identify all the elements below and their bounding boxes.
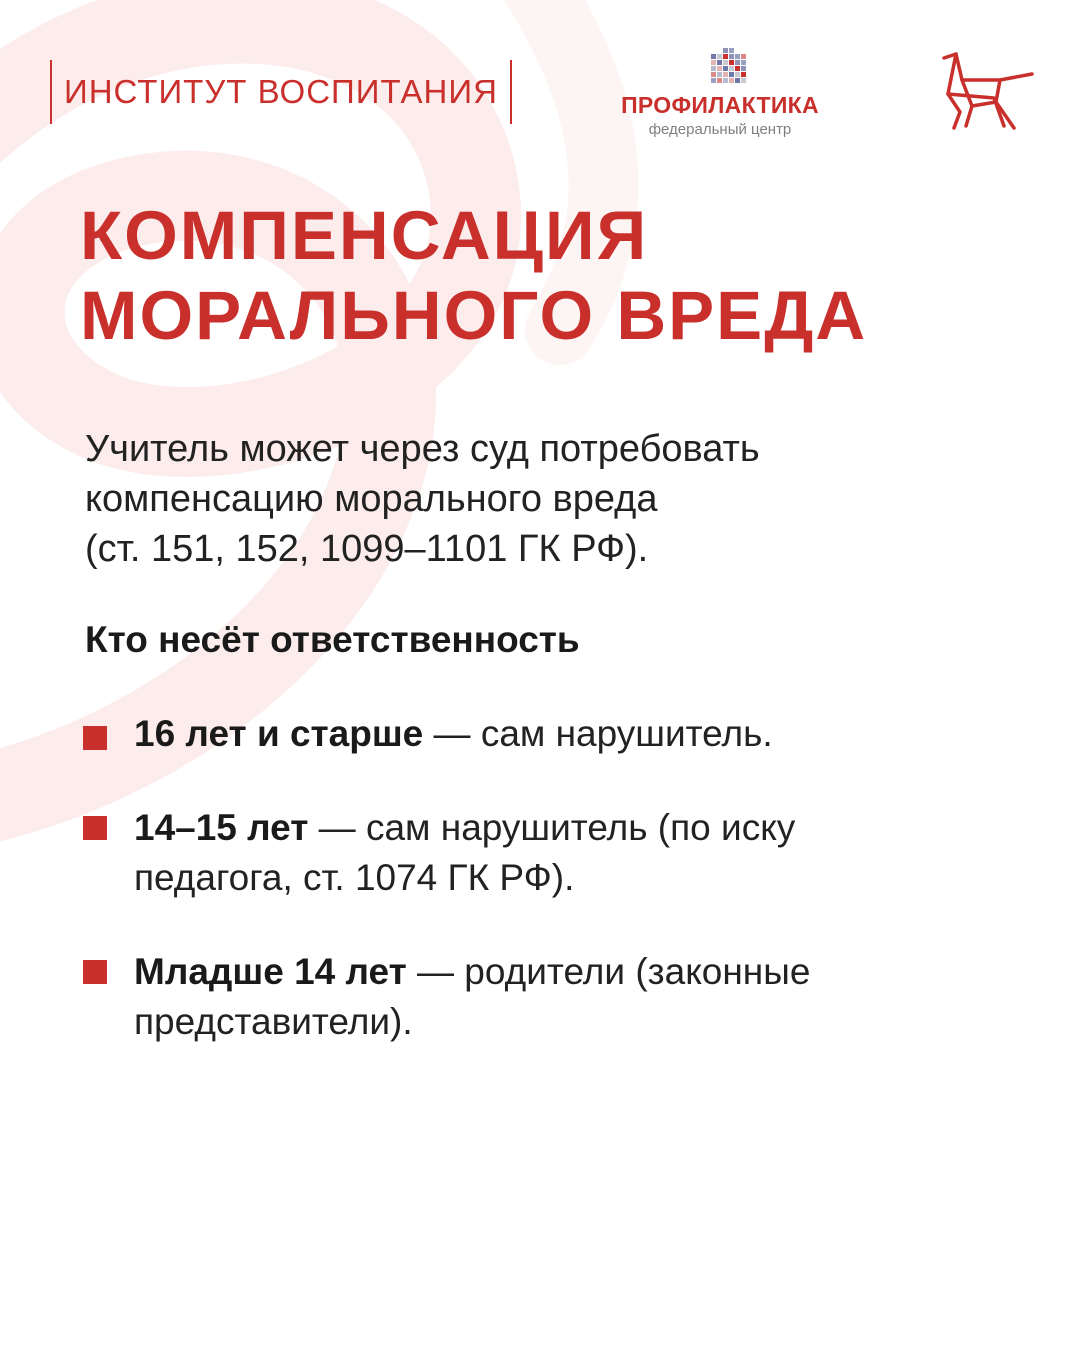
square-bullet-icon	[83, 960, 107, 984]
square-bullet-icon	[83, 726, 107, 750]
square-bullet-icon	[83, 816, 107, 840]
mosaic-cell	[723, 78, 728, 83]
mosaic-cell	[735, 72, 740, 77]
mosaic-cell	[711, 54, 716, 59]
horse-icon	[938, 50, 1034, 132]
intro-paragraph	[85, 424, 1015, 574]
list-item-text	[134, 803, 1014, 903]
list-item-detail: — сам нарушитель (по иску	[308, 807, 796, 848]
mosaic-cell	[735, 60, 740, 65]
pixel-mosaic-icon	[711, 46, 747, 84]
list-item-detail-cont: представители).	[134, 1001, 413, 1042]
mosaic-cell	[741, 72, 746, 77]
brand-name: ПРОФИЛАКТИКА	[621, 92, 819, 118]
mosaic-cell	[735, 66, 740, 71]
intro-line-1: Учитель может через суд потребовать	[85, 428, 760, 470]
mosaic-cell	[723, 72, 728, 77]
mosaic-cell	[741, 78, 746, 83]
mosaic-cell	[723, 48, 728, 53]
mosaic-cell	[717, 60, 722, 65]
brand-logo	[600, 46, 840, 146]
mosaic-cell	[735, 78, 740, 83]
mosaic-cell	[729, 78, 734, 83]
list-item-age: 14–15 лет	[134, 807, 309, 848]
mosaic-cell	[741, 54, 746, 59]
right-divider	[510, 60, 512, 124]
mosaic-cell	[711, 78, 716, 83]
brand-subtitle: федеральный центр	[648, 121, 792, 138]
list-item-detail: — сам нарушитель.	[423, 713, 773, 754]
mosaic-cell	[717, 66, 722, 71]
list-item-text	[134, 947, 1014, 1047]
mosaic-cell	[729, 54, 734, 59]
mosaic-cell	[735, 54, 740, 59]
mosaic-cell	[717, 78, 722, 83]
mosaic-cell	[711, 66, 716, 71]
page-title	[80, 196, 867, 356]
list-item-age: 16 лет и старше	[134, 713, 424, 754]
intro-line-3: (ст. 151, 152, 1099–1101 ГК РФ).	[85, 528, 649, 570]
title-line-1: КОМПЕНСАЦИЯ	[80, 197, 649, 274]
mosaic-cell	[711, 60, 716, 65]
mosaic-cell	[729, 72, 734, 77]
list-item-text	[134, 709, 1014, 759]
mosaic-cell	[723, 54, 728, 59]
institute-label: ИНСТИТУТ ВОСПИТАНИЯ	[64, 73, 498, 110]
mosaic-cell	[711, 72, 716, 77]
title-line-2: МОРАЛЬНОГО ВРЕДА	[80, 277, 868, 354]
mosaic-cell	[729, 60, 734, 65]
mosaic-cell	[729, 48, 734, 53]
list-item-detail-cont: педагога, ст. 1074 ГК РФ).	[134, 857, 575, 898]
list-item-age: Младше 14 лет	[134, 951, 407, 992]
mosaic-cell	[741, 66, 746, 71]
mosaic-cell	[717, 72, 722, 77]
mosaic-cell	[729, 66, 734, 71]
mosaic-cell	[723, 60, 728, 65]
mosaic-cell	[741, 60, 746, 65]
intro-line-2: компенсацию морального вреда	[85, 478, 658, 520]
institute-header	[50, 60, 512, 124]
mosaic-cell	[717, 54, 722, 59]
responsibility-heading: Кто несёт ответственность	[85, 619, 580, 660]
list-item-detail: — родители (законные	[406, 951, 811, 992]
mosaic-cell	[723, 66, 728, 71]
